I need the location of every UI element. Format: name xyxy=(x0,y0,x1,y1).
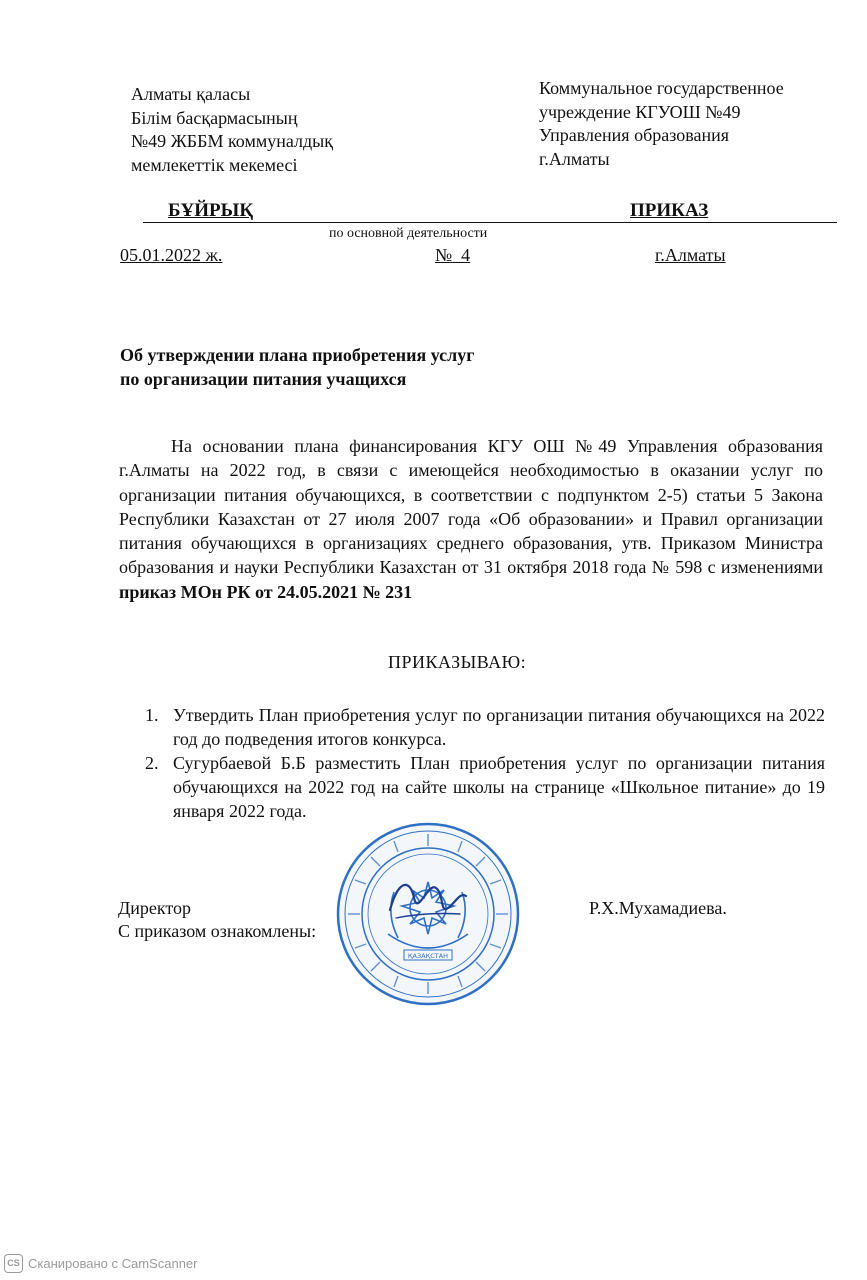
header-right-line: Коммунальное государственное xyxy=(539,78,784,98)
document-date: 05.01.2022 ж. xyxy=(120,245,223,265)
official-seal-stamp xyxy=(336,822,520,1006)
subject-line: по организации питания учащихся xyxy=(120,369,407,389)
order-item xyxy=(145,703,825,751)
activity-type: по основной деятельности xyxy=(329,226,488,241)
order-item-text: Сугурбаевой Б.Б разместить План приобретения услуг по организации питания обучающихся на 2022 год на сайте школы на странице «Школьное питание» до 19 января 2022 года. xyxy=(173,753,825,821)
document-city: г.Алматы xyxy=(655,245,726,265)
camscanner-icon: CS xyxy=(4,1254,23,1273)
document-type-row xyxy=(143,200,837,223)
header-kazakh-organization xyxy=(131,83,333,177)
header-left-line: Білім басқармасының xyxy=(131,107,298,128)
camscanner-watermark xyxy=(4,1253,197,1273)
header-right-line: г.Алматы xyxy=(539,148,610,169)
order-items-list xyxy=(145,703,825,823)
header-right-line: Управления образования xyxy=(539,125,730,145)
seal-label: ҚАЗАҚСТАН xyxy=(407,952,449,960)
header-right-line: учреждение КГУОШ №49 xyxy=(539,101,741,122)
order-item xyxy=(145,751,825,823)
body-paragraph-bold-reference: приказ МОн РК от 24.05.2021 № 231 xyxy=(119,581,413,602)
doc-type-kazakh: БҰЙРЫҚ xyxy=(168,200,254,221)
order-item-number: 2. xyxy=(145,753,159,773)
order-item-number: 1. xyxy=(145,705,159,725)
director-name: Р.Х.Мухамадиева. xyxy=(589,898,727,918)
body-paragraph xyxy=(119,434,823,604)
header-left-line: Алматы қаласы xyxy=(131,84,251,104)
body-paragraph-text: На основании плана финансирования КГУ ОШ №49 Управления образования г.Алматы на 2022 год, в связи с имеющейся необходимостью в оказании услуг по организации питания обучающихся, в соответствии с подпунктом 2-5) статьи 5 Закона Республики Казахстан от 27 июля 2007 года «Об образовании» и Правил организации питания обучающихся в организациях среднего образования, утв. Приказом Министра образования и науки Республики Казахстан от 31 октября 2018 года № 598 с изменениями xyxy=(119,436,823,578)
seal-graphic xyxy=(336,822,520,1006)
order-item-text: Утвердить План приобретения услуг по организации питания обучающихся на 2022 год до подведения итогов конкурса. xyxy=(173,705,825,749)
director-label: Директор xyxy=(118,898,192,918)
header-russian-organization xyxy=(539,77,784,171)
doc-type-russian: ПРИКАЗ xyxy=(630,200,709,221)
document-meta-row xyxy=(120,245,760,267)
document-subject xyxy=(120,343,474,391)
document-number: № 4 xyxy=(435,245,471,265)
camscanner-text: Сканировано с CamScanner xyxy=(28,1255,198,1271)
subject-line: Об утверждении плана приобретения услуг xyxy=(120,345,475,365)
header-left-line: мемлекеттік мекемесі xyxy=(131,154,298,175)
header-left-line: №49 ЖББМ коммуналдық xyxy=(131,131,334,151)
order-heading: ПРИКАЗЫВАЮ: xyxy=(388,652,527,672)
familiarized-label: С приказом ознакомлены: xyxy=(118,921,317,941)
